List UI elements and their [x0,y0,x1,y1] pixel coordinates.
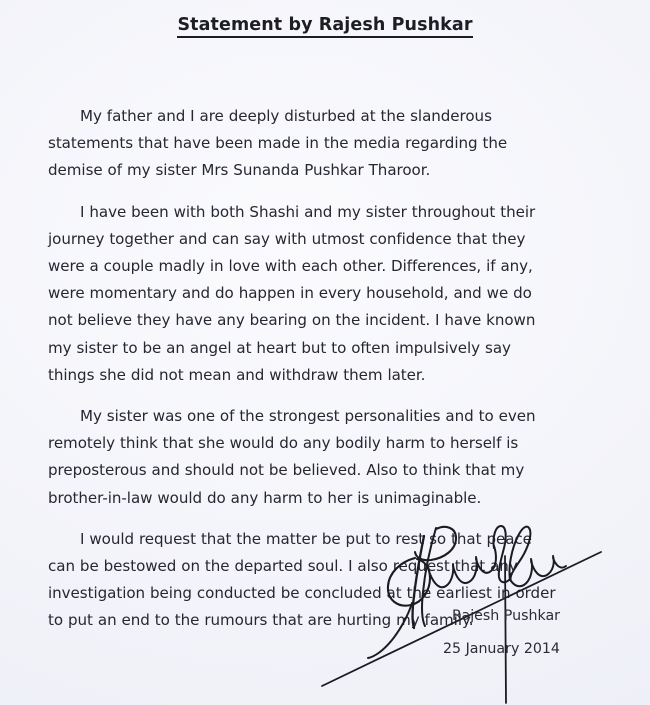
document-body [48,103,560,649]
paragraph-3: My sister was one of the strongest personalities and to even remotely think that she would do any bodily harm to herself is preposterous and should not be believed. Also to think that my brother-in-law would do any harm to her is unimaginable. [48,407,536,507]
paragraph-4: I would request that the matter be put to rest so that peace can be bestowed on the departed soul. I also request that any investigation being conducted be concluded at the earliest in order to put an end to the rumours that are hurting my family. [48,529,556,630]
signature-date: 25 January 2014 [443,641,560,657]
signature-typed-name: Rajesh Pushkar [452,608,560,624]
page-title [0,15,650,35]
page-title-text: Statement by Rajesh Pushkar [177,15,472,38]
paragraph-1: My father and I are deeply disturbed at the slanderous statements that have been made in the media regarding the demise of my sister Mrs Sunanda Pushkar Tharoor. [48,107,508,180]
paragraph-2: I have been with both Shashi and my sister throughout their journey together and can say with utmost confidence that they were a couple madly in love with each other. Differences, if any, were momentary and do happen in every household, and we do not believe they have any bearing on the incident. I have known my sister to be an angel at heart but to often impulsively say things she did not mean and withdraw them later. [48,202,536,384]
